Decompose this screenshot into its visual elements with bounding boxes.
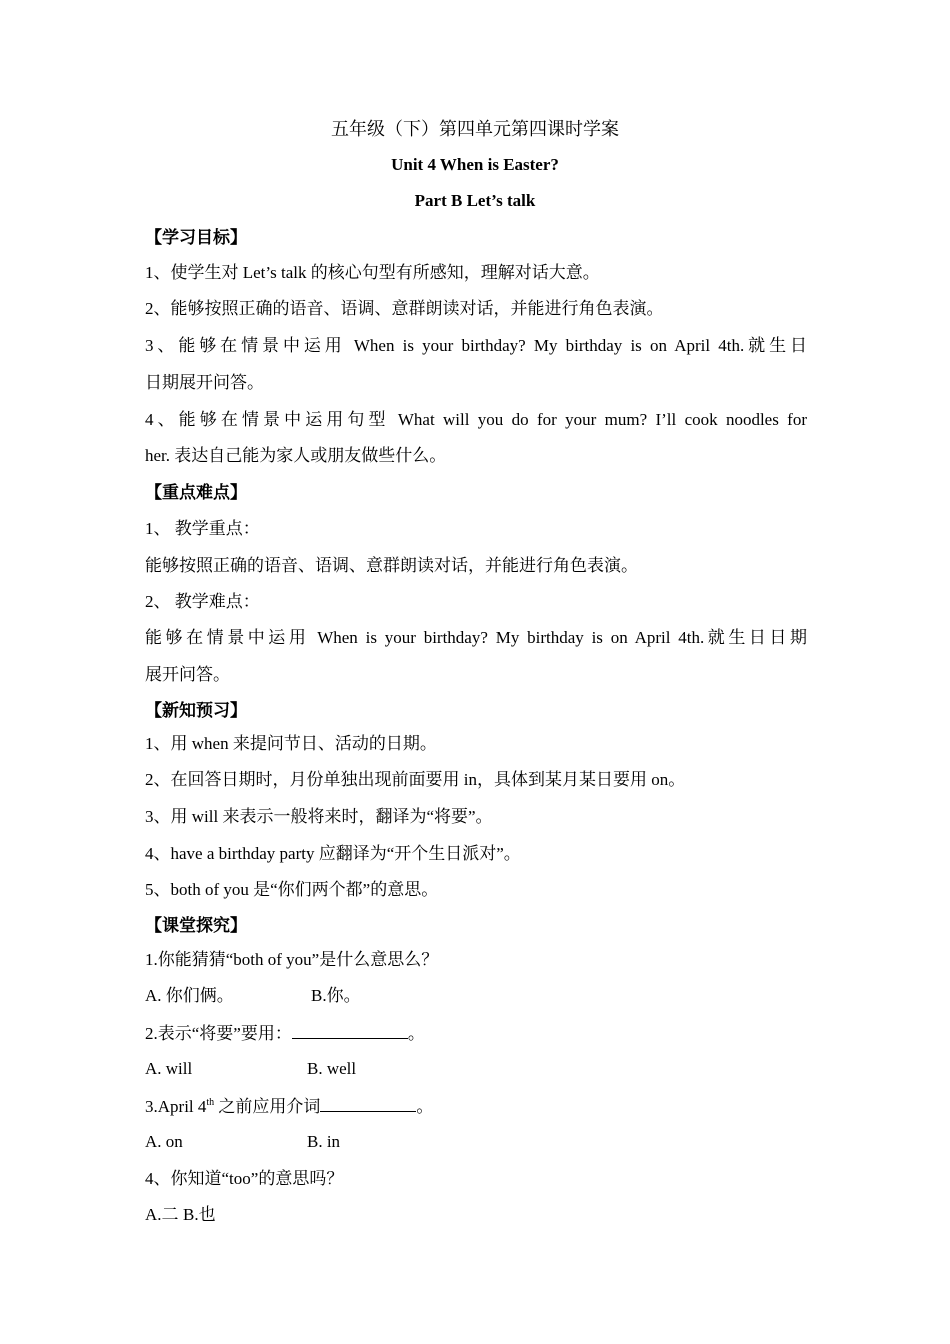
objective-item-continued: her. 表达自己能为家人或朋友做些什么。 (145, 446, 447, 465)
option-b: B. in (307, 1132, 341, 1151)
preview-item: 1、用 when 来提问节日、活动的日期。 (145, 734, 437, 753)
preview-item: 3、用 will 来表示一般将来时，翻译为“将要”。 (145, 807, 493, 826)
difficulty-text-continued: 展开问答。 (145, 665, 230, 684)
answer-blank[interactable] (292, 1023, 408, 1039)
question-4: 4、你知道“too”的意思吗？ (145, 1169, 344, 1188)
ordinal-suffix: th (206, 1097, 215, 1108)
question-3-options (145, 1132, 807, 1152)
objective-item: 4、能够在情景中运用句型 What will you do for your mum? I’ll cook noodles for (145, 410, 807, 429)
option-b: B.你。 (311, 986, 361, 1005)
question-3-text-cont: 之前应用介词 (214, 1097, 321, 1116)
preview-heading: 【新知预习】 (145, 701, 247, 720)
explore-heading: 【课堂探究】 (145, 916, 247, 935)
part-title: Part B Let’s talk (414, 191, 536, 210)
option-a: A.二 (145, 1205, 179, 1224)
question-1-options (145, 986, 807, 1006)
option-a: A. will (145, 1059, 193, 1078)
option-b: B. well (307, 1059, 357, 1078)
question-4-options (145, 1205, 807, 1225)
objective-item-continued: 日期展开问答。 (145, 373, 264, 392)
preview-item: 5、both of you 是“你们两个都”的意思。 (145, 880, 439, 899)
answer-blank[interactable] (320, 1096, 416, 1112)
question-2 (145, 1023, 807, 1044)
preview-item: 2、在回答日期时，月份单独出现前面要用 in，具体到某月某日要用 on。 (145, 770, 686, 789)
difficulty-label: 2、 教学难点： (145, 592, 260, 611)
unit-title: Unit 4 When is Easter? (391, 155, 559, 174)
option-b: B.也 (183, 1205, 216, 1224)
option-a: A. on (145, 1132, 183, 1151)
key-points-heading: 【重点难点】 (145, 483, 247, 502)
objective-item: 2、能够按照正确的语音、语调、意群朗读对话，并能进行角色表演。 (145, 299, 664, 318)
preview-item: 4、have a birthday party 应翻译为“开个生日派对”。 (145, 844, 521, 863)
question-3 (145, 1096, 807, 1117)
option-a: A. 你们俩。 (145, 986, 234, 1005)
key-point-text: 能够按照正确的语音、语调、意群朗读对话，并能进行角色表演。 (145, 556, 638, 575)
difficulty-text: 能够在情景中运用 When is your birthday? My birthday is on April 4th.就生日日期 (145, 628, 807, 647)
question-1: 1.你能猜猜“both of you”是什么意思么？ (145, 950, 439, 969)
question-2-end: 。 (407, 1024, 425, 1043)
question-2-text: 2.表示“将要”要用： (145, 1024, 292, 1043)
objective-item: 1、使学生对 Let’s talk 的核心句型有所感知，理解对话大意。 (145, 263, 600, 282)
question-2-options (145, 1059, 807, 1079)
key-point-label: 1、 教学重点： (145, 519, 260, 538)
objectives-heading: 【学习目标】 (145, 228, 247, 247)
question-3-end: 。 (416, 1097, 434, 1116)
document-title: 五年级（下）第四单元第四课时学案 (331, 119, 619, 139)
question-3-text: 3.April 4 (145, 1097, 207, 1116)
objective-item: 3、能够在情景中运用 When is your birthday? My birthday is on April 4th.就生日 (145, 336, 807, 355)
